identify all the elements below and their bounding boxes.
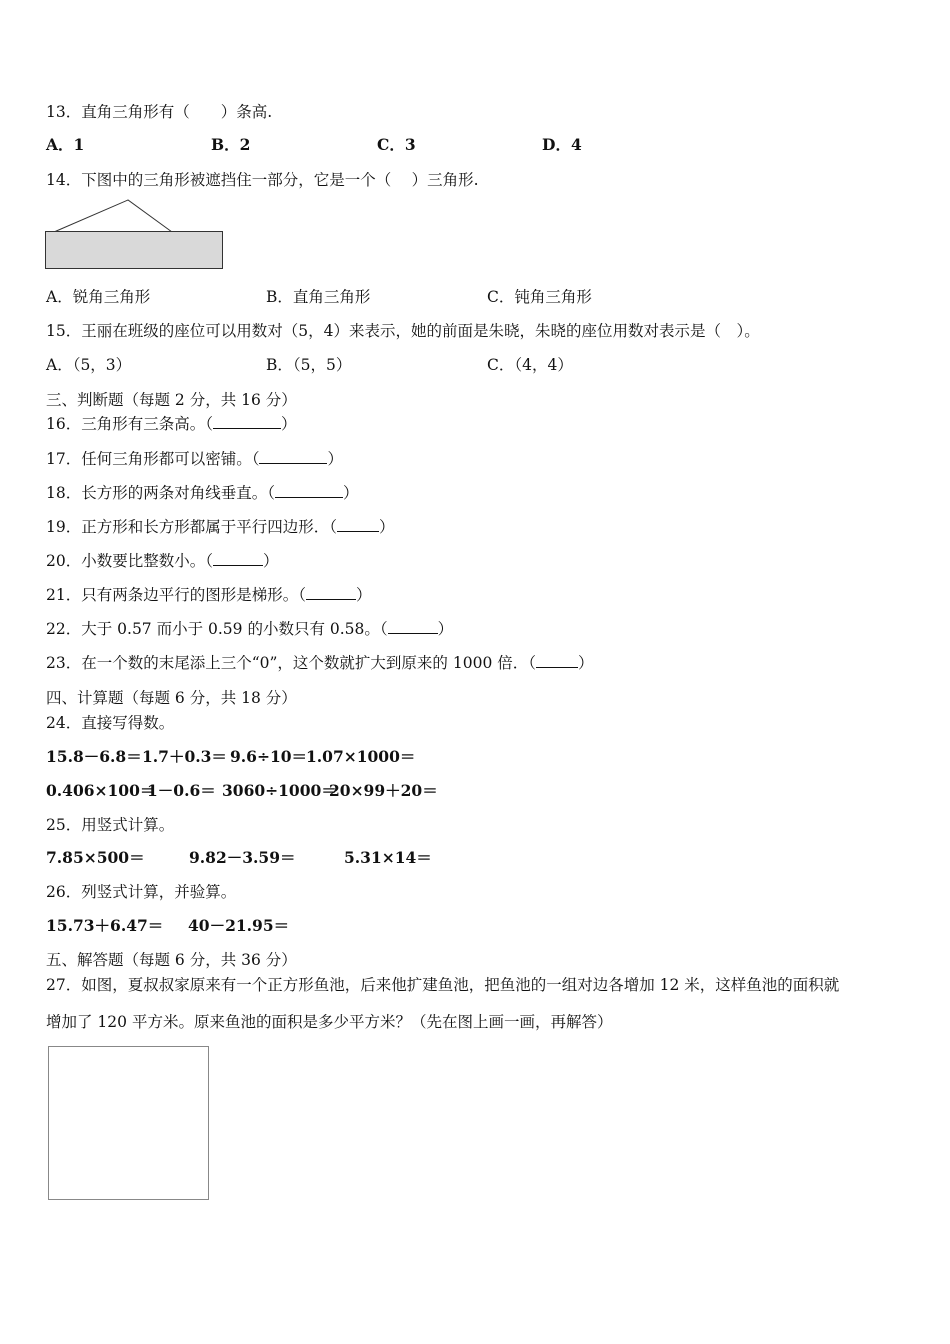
judge-23-text: 23．在一个数的末尾添上三个“0”，这个数就扩大到原来的 1000 倍．（ xyxy=(46,654,536,672)
q14-option-b[interactable] xyxy=(266,287,370,307)
judge-21-text: 21．只有两条边平行的图形是梯形。（ xyxy=(46,586,306,604)
judge-23-close: ） xyxy=(578,654,594,672)
square-pond-figure xyxy=(46,1044,214,1204)
judge-item-21 xyxy=(46,585,372,605)
answer-blank-16[interactable] xyxy=(213,414,281,429)
judge-19-text: 19．正方形和长方形都属于平行四边形．（ xyxy=(46,518,337,536)
q26-expr-1: 15.73＋6.47＝ xyxy=(46,916,164,935)
question-27-line-2: 增加了 120 平方米。原来鱼池的面积是多少平方米？（先在图上画一画，再解答） xyxy=(46,1013,613,1031)
judge-item-23 xyxy=(46,653,594,673)
q15-option-b[interactable]: B．（5，5） xyxy=(266,356,352,374)
section-5-title: 五、解答题（每题 6 分，共 36 分） xyxy=(46,951,297,969)
q13-option-a[interactable]: A．1 xyxy=(46,135,85,154)
answer-blank-21[interactable] xyxy=(306,585,356,600)
answer-blank-18[interactable] xyxy=(275,483,343,498)
q25-expr-2: 9.82－3.59＝ xyxy=(189,848,296,867)
question-24-text: 24．直接写得数。 xyxy=(46,714,175,732)
judge-22-text: 22．大于 0.57 而小于 0.59 的小数只有 0.58。（ xyxy=(46,620,388,638)
question-26-text: 26．列竖式计算，并验算。 xyxy=(46,883,237,901)
section-3-title: 三、判断题（每题 2 分，共 16 分） xyxy=(46,391,297,409)
q13-option-c[interactable]: C．3 xyxy=(377,135,416,154)
judge-item-16 xyxy=(46,414,297,434)
judge-item-17 xyxy=(46,449,343,469)
answer-blank-19[interactable] xyxy=(337,517,379,532)
section-4-title: 四、计算题（每题 6 分，共 18 分） xyxy=(46,689,297,707)
judge-19-close: ） xyxy=(378,518,395,536)
answer-blank-17[interactable] xyxy=(259,449,327,464)
judge-20-text: 20．小数要比整数小。（ xyxy=(46,552,213,570)
q26-expr-2: 40－21.95＝ xyxy=(188,916,290,935)
q24-expr-6: 1－0.6＝ xyxy=(147,781,216,800)
q15-option-c[interactable]: C．（4，4） xyxy=(487,356,573,374)
judge-16-close: ） xyxy=(280,415,297,433)
judge-17-text: 17．任何三角形都可以密铺。（ xyxy=(46,450,260,468)
q15-option-a[interactable]: A．（5，3） xyxy=(46,356,132,374)
covering-rectangle xyxy=(46,232,223,269)
q24-expr-4: 1.07×1000＝ xyxy=(306,747,416,766)
judge-item-18 xyxy=(46,483,359,503)
q25-expr-1: 7.85×500＝ xyxy=(46,848,145,867)
question-27-line-1: 27．如图，夏叔叔家原来有一个正方形鱼池，后来他扩建鱼池，把鱼池的一组对边各增加 12 米，这样鱼池的面积就 xyxy=(46,976,840,994)
judge-item-22 xyxy=(46,619,453,639)
triangle-visible-part xyxy=(54,200,172,232)
q14-option-a-label: A．锐角三角形 xyxy=(46,288,151,306)
q24-expr-7: 3060÷1000＝ xyxy=(222,781,337,800)
question-14-text: 14．下图中的三角形被遮挡住一部分，它是一个（ ）三角形. xyxy=(46,171,479,189)
q24-expr-8: 20×99＋20＝ xyxy=(329,781,438,800)
q24-expr-5: 0.406×100＝ xyxy=(46,781,156,800)
judge-18-close: ） xyxy=(342,484,359,502)
q24-expr-3: 9.6÷10＝ xyxy=(230,747,308,766)
q14-option-c[interactable] xyxy=(487,287,592,307)
judge-21-close: ） xyxy=(355,586,372,604)
judge-16-text: 16．三角形有三条高。（ xyxy=(46,415,213,433)
q14-option-a[interactable] xyxy=(46,287,150,307)
q24-expr-2: 1.7＋0.3＝ xyxy=(142,747,227,766)
judge-item-20 xyxy=(46,551,279,571)
q14-option-b-label: B．直角三角形 xyxy=(266,288,371,306)
answer-blank-20[interactable] xyxy=(213,551,263,566)
q25-expr-3: 5.31×14＝ xyxy=(344,848,432,867)
answer-blank-22[interactable] xyxy=(388,619,438,634)
question-15-text: 15．王丽在班级的座位可以用数对（5，4）来表示，她的前面是朱晓，朱晓的座位用数对表示是（ ）。 xyxy=(46,322,760,340)
q13-option-b[interactable]: B．2 xyxy=(211,135,251,154)
q13-option-d[interactable]: D．4 xyxy=(542,135,582,154)
judge-22-close: ） xyxy=(437,620,454,638)
square-pond-outline xyxy=(49,1047,209,1200)
hidden-triangle-figure xyxy=(40,196,230,274)
judge-17-close: ） xyxy=(327,450,343,468)
judge-item-19 xyxy=(46,517,395,537)
q14-option-c-label: C．钝角三角形 xyxy=(487,288,592,306)
question-13-text: 13．直角三角形有（ ）条高. xyxy=(46,103,273,121)
judge-18-text: 18．长方形的两条对角线垂直。（ xyxy=(46,484,275,502)
q24-expr-1: 15.8－6.8＝ xyxy=(46,747,142,766)
answer-blank-23[interactable] xyxy=(536,653,578,668)
question-25-text: 25．用竖式计算。 xyxy=(46,816,175,834)
judge-20-close: ） xyxy=(262,552,279,570)
